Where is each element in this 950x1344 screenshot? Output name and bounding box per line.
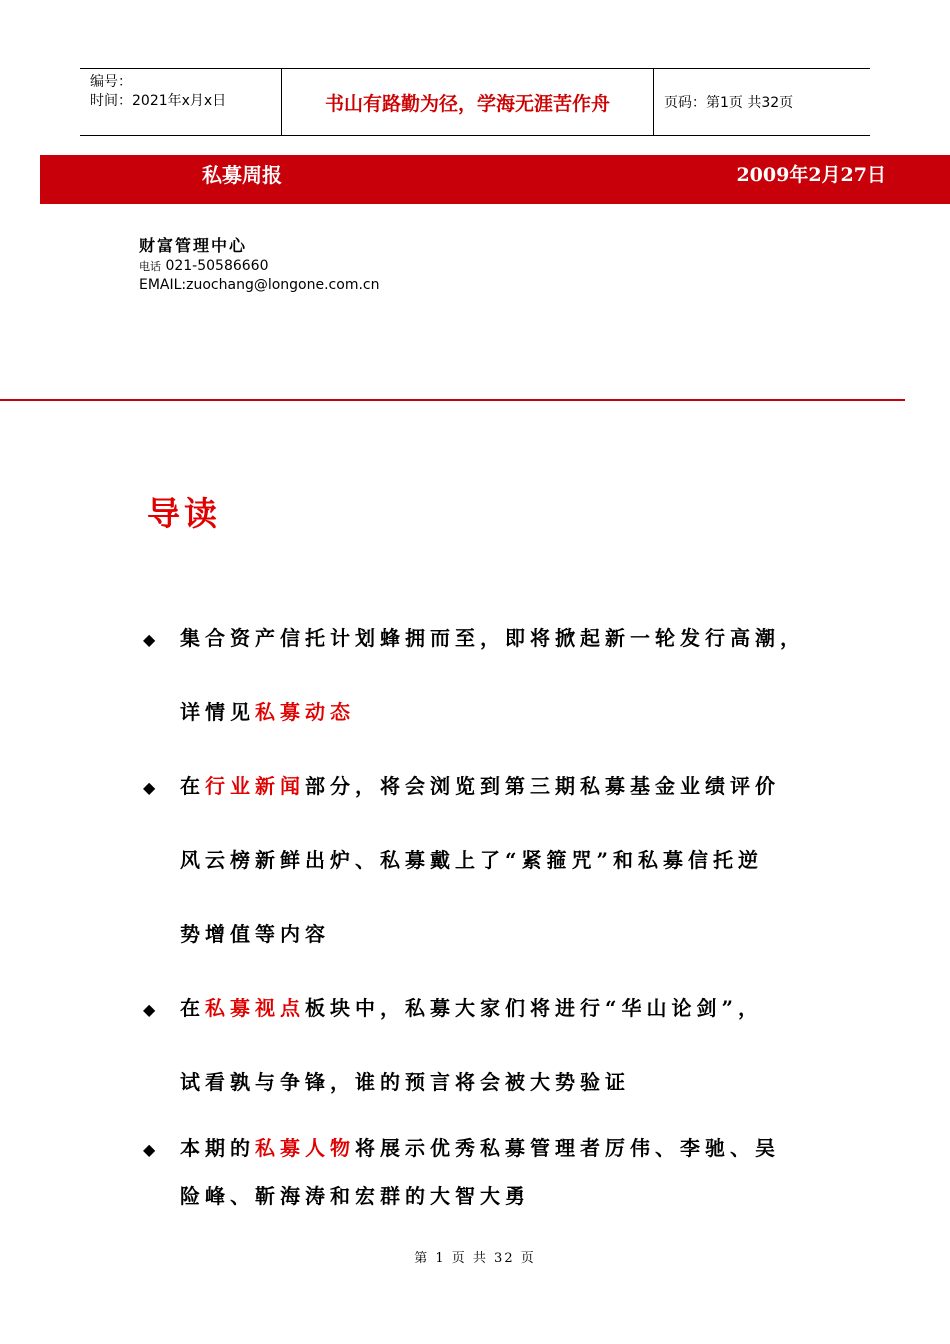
guide-text: 在 (180, 996, 205, 1020)
motto: 书山有路勤为径，学海无涯苦作舟 (281, 69, 654, 135)
diamond-bullet-icon: ◆ (143, 630, 156, 649)
guide-item-line (180, 1136, 843, 1160)
guide-item-line (180, 996, 843, 1020)
diamond-bullet-icon: ◆ (143, 1000, 156, 1019)
guide-item (143, 774, 843, 996)
guide-text: 在 (180, 774, 205, 798)
divider-rule (0, 399, 905, 401)
section-link-private-dynamics[interactable]: 私募动态 (255, 700, 355, 724)
guide-text: 本期的 (180, 1136, 255, 1160)
header-table (80, 68, 870, 136)
guide-text: 板块中，私募大家们将进行“华山论剑”， (305, 996, 764, 1020)
guide-item-line (180, 774, 843, 798)
guide-text: 详情见 (180, 700, 255, 724)
page-info: 页码：第1页 共32页 (664, 95, 794, 111)
section-link-private-views[interactable]: 私募视点 (205, 996, 305, 1020)
phone-line (139, 257, 379, 276)
guide-item (143, 626, 843, 774)
phone-label: 电话 (139, 260, 161, 273)
report-banner (40, 155, 950, 204)
header-left-cell (80, 69, 281, 135)
guide-title: 导读 (147, 494, 221, 533)
email-line: EMAIL:zuochang@longone.com.cn (139, 277, 380, 293)
guide-list (143, 626, 843, 1208)
report-date: 2009年2月27日 (736, 164, 886, 186)
number-label: 编号： (90, 74, 132, 90)
diamond-bullet-icon: ◆ (143, 778, 156, 797)
guide-item-line: 集合资产信托计划蜂拥而至，即将掀起新一轮发行高潮， (180, 626, 805, 650)
time-label: 时间：2021年x月x日 (90, 93, 227, 109)
phone-number: 021-50586660 (161, 258, 269, 274)
section-link-private-people[interactable]: 私募人物 (255, 1136, 355, 1160)
department-name: 财富管理中心 (139, 236, 248, 255)
guide-item (143, 996, 843, 1136)
guide-item-line: 试看孰与争锋，谁的预言将会被大势验证 (180, 1070, 630, 1094)
guide-item-line: 险峰、靳海涛和宏群的大智大勇 (180, 1184, 530, 1208)
guide-item (143, 1136, 843, 1208)
contact-block (139, 237, 379, 294)
guide-text: 部分，将会浏览到第三期私募基金业绩评价 (305, 774, 780, 798)
guide-text: 将展示优秀私募管理者厉伟、李驰、吴 (355, 1136, 780, 1160)
guide-item-line: 风云榜新鲜出炉、私募戴上了“紧箍咒”和私募信托逆 (180, 848, 764, 872)
diamond-bullet-icon: ◆ (143, 1140, 156, 1159)
guide-item-line: 势增值等内容 (180, 922, 330, 946)
page-footer: 第 1 页 共 32 页 (414, 1251, 536, 1266)
section-link-industry-news[interactable]: 行业新闻 (205, 774, 305, 798)
report-title: 私募周报 (202, 163, 282, 187)
guide-item-line (180, 700, 843, 724)
